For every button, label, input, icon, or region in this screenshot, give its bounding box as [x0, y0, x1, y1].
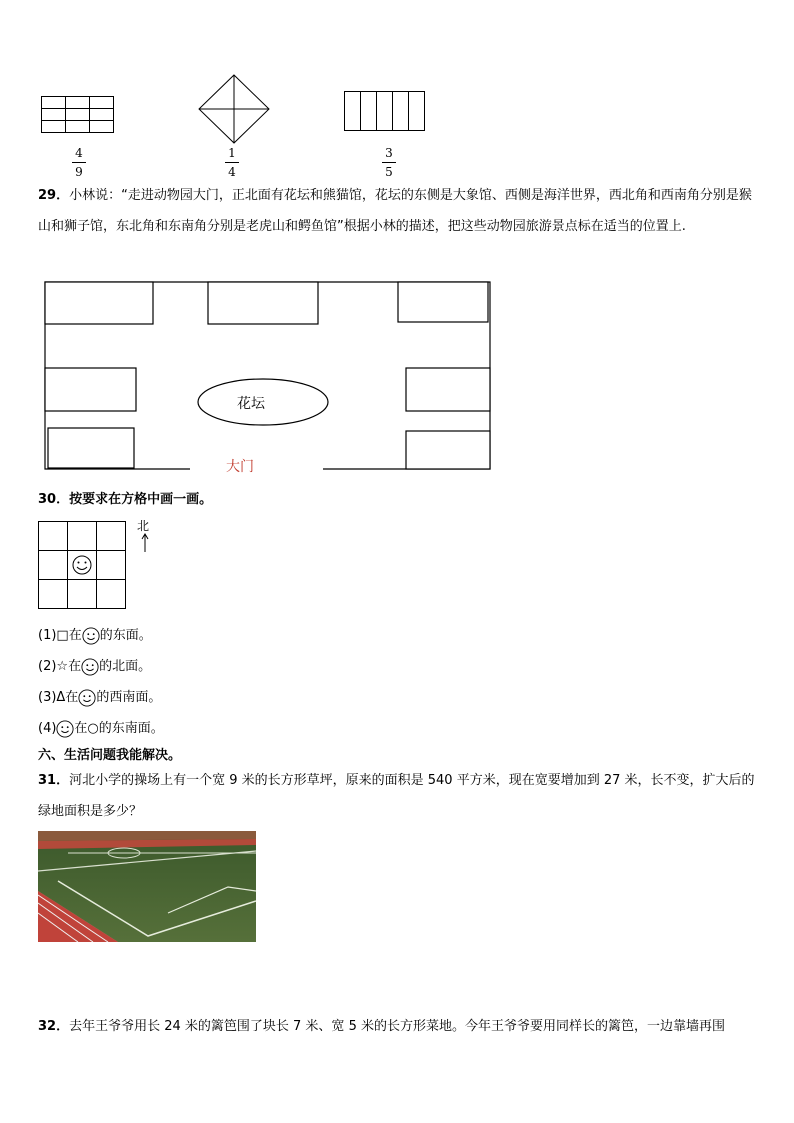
smiley-icon: [82, 627, 100, 645]
q30-item-2: (2)☆在 的北面。: [38, 659, 152, 674]
question-number: 29．: [38, 188, 70, 203]
question-text: 河北小学的操场上有一个宽 9 米的长方形草坪，原来的面积是 540 平方米，现在宽要增加到 27 米，长不变，扩大后的绿地面积是多少？: [38, 773, 755, 819]
map-box-southeast: [406, 431, 490, 469]
diamond-figure: [197, 74, 271, 144]
north-label: 北: [137, 519, 150, 533]
fraction-label: 1 4: [225, 146, 239, 179]
sports-field-photo: [38, 831, 256, 942]
question-text: 去年王爷爷用长 24 米的篱笆围了块长 7 米、宽 5 米的长方形菜地。今年王爷爷要用同样长的篱笆，一边靠墙再围: [69, 1019, 725, 1034]
q30-item-3: (3)Δ在 的西南面。: [38, 690, 162, 705]
question-text: 小林说：“走进动物园大门，正北面有花坛和熊猫馆，花坛的东侧是大象馆、西侧是海洋世界，西北角和西南角分别是猴山和狮子馆，东北角和东南角分别是老虎山和鳄鱼馆”根据小林的描述，把这些动物园旅游景点标在适当的位置上.: [38, 188, 752, 234]
north-arrow-icon: [140, 533, 150, 553]
grid-rectangle-figure: [41, 96, 115, 134]
map-box-north: [208, 282, 318, 324]
map-box-west: [45, 368, 136, 411]
question-30-title: 30．按要求在方格中画一画。: [38, 492, 213, 507]
question-32: [38, 1011, 758, 1042]
gate-label: 大门: [226, 459, 254, 475]
question-number: 31．: [38, 773, 70, 788]
smiley-icon: [81, 658, 99, 676]
question-number: 32．: [38, 1019, 70, 1034]
map-box-east: [406, 368, 490, 411]
fraction-label: 4 9: [72, 146, 86, 179]
smiley-icon: [73, 556, 91, 574]
striped-rectangle-figure: [344, 91, 426, 132]
map-box-southwest: [48, 428, 134, 468]
map-box-northeast: [398, 282, 488, 322]
section-6-title: 六、生活问题我能解决。: [38, 748, 182, 763]
zoo-map: [40, 278, 495, 474]
question-31: [38, 765, 758, 827]
q30-item-4: (4) 在○的东南面。: [38, 721, 164, 736]
direction-grid: [38, 521, 128, 611]
fraction-label: 3 5: [382, 146, 396, 179]
smiley-icon: [56, 720, 74, 738]
smiley-icon: [78, 689, 96, 707]
flowerbed-label: 花坛: [237, 396, 265, 412]
map-box-northwest: [45, 282, 153, 324]
q30-item-1: (1)□在 的东面。: [38, 628, 152, 643]
question-29: [38, 180, 758, 242]
